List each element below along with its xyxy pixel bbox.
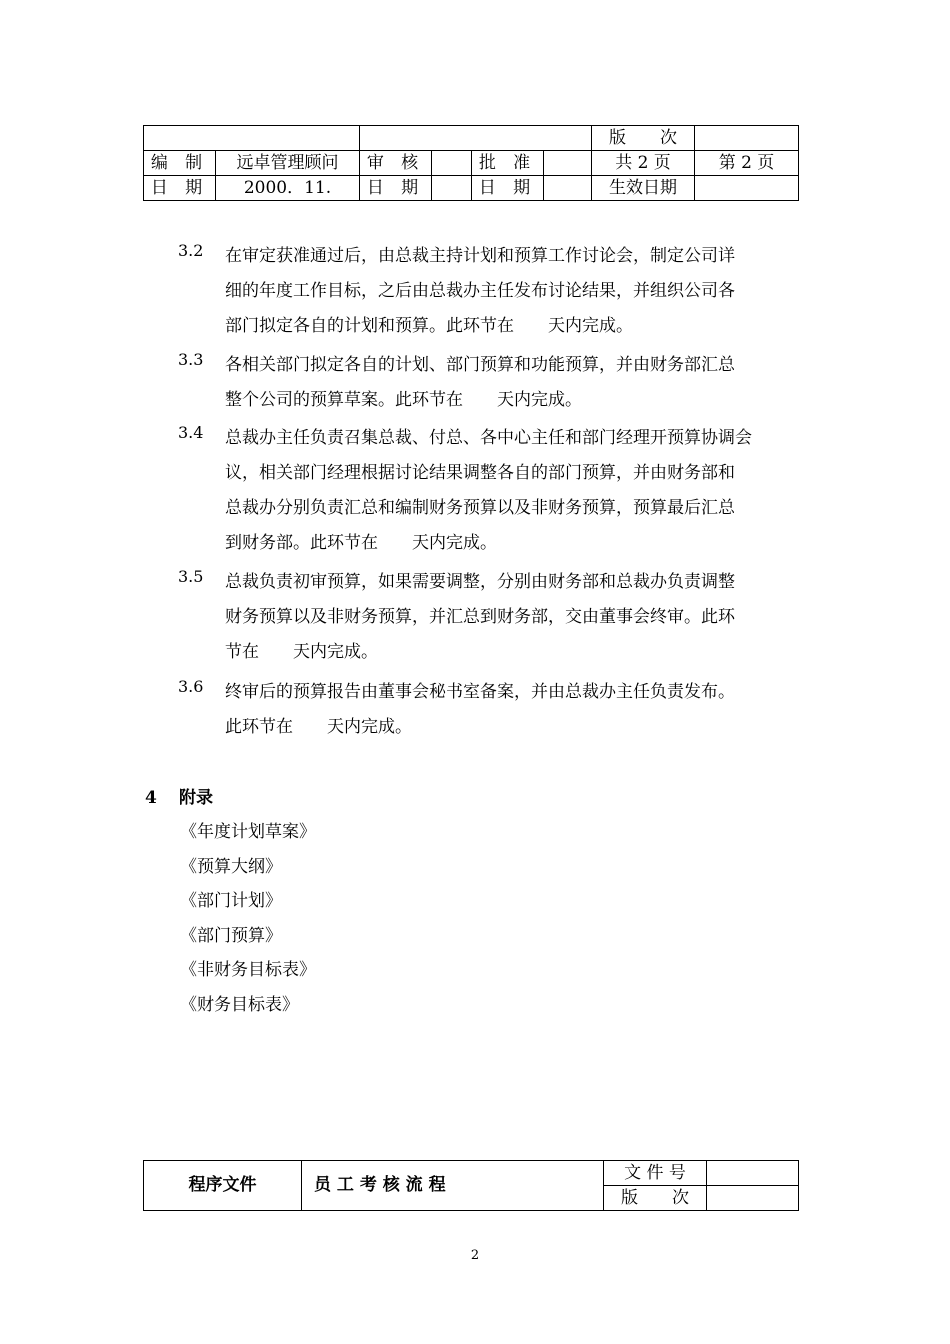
review-date-label: 日 期 — [360, 176, 432, 201]
approve-label: 批 准 — [472, 151, 544, 176]
header-blank-left — [144, 126, 360, 151]
approve-date-label: 日 期 — [472, 176, 544, 201]
step-line: 细的年度工作目标，之后由总裁办主任发布讨论结果，并组织公司各 — [225, 281, 735, 301]
step-line: 节在 天内完成。 — [225, 642, 378, 662]
header-table — [143, 125, 799, 201]
appendix-item: 《财务目标表》 — [180, 994, 299, 1015]
header-blank-middle — [360, 126, 592, 151]
step-line: 总裁办主任负责召集总裁、付总、各中心主任和部门经理开预算协调会 — [225, 428, 752, 448]
appendix-heading — [145, 783, 213, 808]
step-line: 部门拟定各自的计划和预算。此环节在 天内完成。 — [225, 316, 633, 336]
appendix-list — [180, 817, 316, 1025]
step-line: 各相关部门拟定各自的计划、部门预算和功能预算，并由财务部汇总 — [225, 355, 735, 375]
step-number: 3.3 — [178, 350, 204, 369]
appendix-item: 《部门预算》 — [180, 925, 282, 946]
compiled-value: 远卓管理顾问 — [216, 151, 360, 176]
doc-type: 程序文件 — [144, 1161, 302, 1211]
appendix-item: 《预算大纲》 — [180, 856, 282, 877]
doc-title: 员 工 考 核 流 程 — [302, 1161, 604, 1211]
effective-date-value — [695, 176, 799, 201]
review-label: 审 核 — [360, 151, 432, 176]
approve-date-value — [544, 176, 592, 201]
step-line: 总裁负责初审预算，如果需要调整，分别由财务部和总裁办负责调整 — [225, 572, 735, 592]
step-line: 在审定获准通过后，由总裁主持计划和预算工作讨论会，制定公司详 — [225, 246, 735, 266]
total-pages: 共 2 页 — [592, 151, 695, 176]
version-label: 版 次 — [592, 126, 695, 151]
step-line: 终审后的预算报告由董事会秘书室备案，并由总裁办主任负责发布。 — [225, 682, 735, 702]
file-no-label: 文 件 号 — [604, 1161, 707, 1186]
appendix-title: 附录 — [179, 788, 213, 808]
step-number: 3.6 — [178, 677, 204, 696]
date-value: 2000．11. — [216, 176, 360, 201]
step-line: 总裁办分别负责汇总和编制财务预算以及非财务预算，预算最后汇总 — [225, 498, 735, 518]
page-number: 2 — [470, 1248, 480, 1263]
compiled-label: 编 制 — [144, 151, 216, 176]
step-line: 财务预算以及非财务预算，并汇总到财务部，交由董事会终审。此环 — [225, 607, 735, 627]
appendix-item: 《部门计划》 — [180, 891, 282, 912]
date-label: 日 期 — [144, 176, 216, 201]
review-date-value — [432, 176, 472, 201]
effective-date-label: 生效日期 — [592, 176, 695, 201]
appendix-item: 《非财务目标表》 — [180, 960, 316, 981]
step-number: 3.5 — [178, 567, 204, 586]
step-line: 整个公司的预算草案。此环节在 天内完成。 — [225, 390, 582, 410]
footer-version-label: 版 次 — [604, 1186, 707, 1211]
appendix-number: 4 — [145, 788, 157, 808]
appendix-item: 《年度计划草案》 — [180, 822, 316, 842]
footer-version-value — [707, 1186, 799, 1211]
approve-value — [544, 151, 592, 176]
step-number: 3.4 — [178, 423, 204, 442]
step-number: 3.2 — [178, 241, 204, 260]
step-line: 议，相关部门经理根据讨论结果调整各自的部门预算，并由财务部和 — [225, 463, 735, 483]
file-no-value — [707, 1161, 799, 1186]
footer-table — [143, 1160, 799, 1211]
page-no: 第 2 页 — [695, 151, 799, 176]
review-value — [432, 151, 472, 176]
step-line: 到财务部。此环节在 天内完成。 — [225, 533, 497, 553]
step-line: 此环节在 天内完成。 — [225, 717, 412, 737]
version-value — [695, 126, 799, 151]
